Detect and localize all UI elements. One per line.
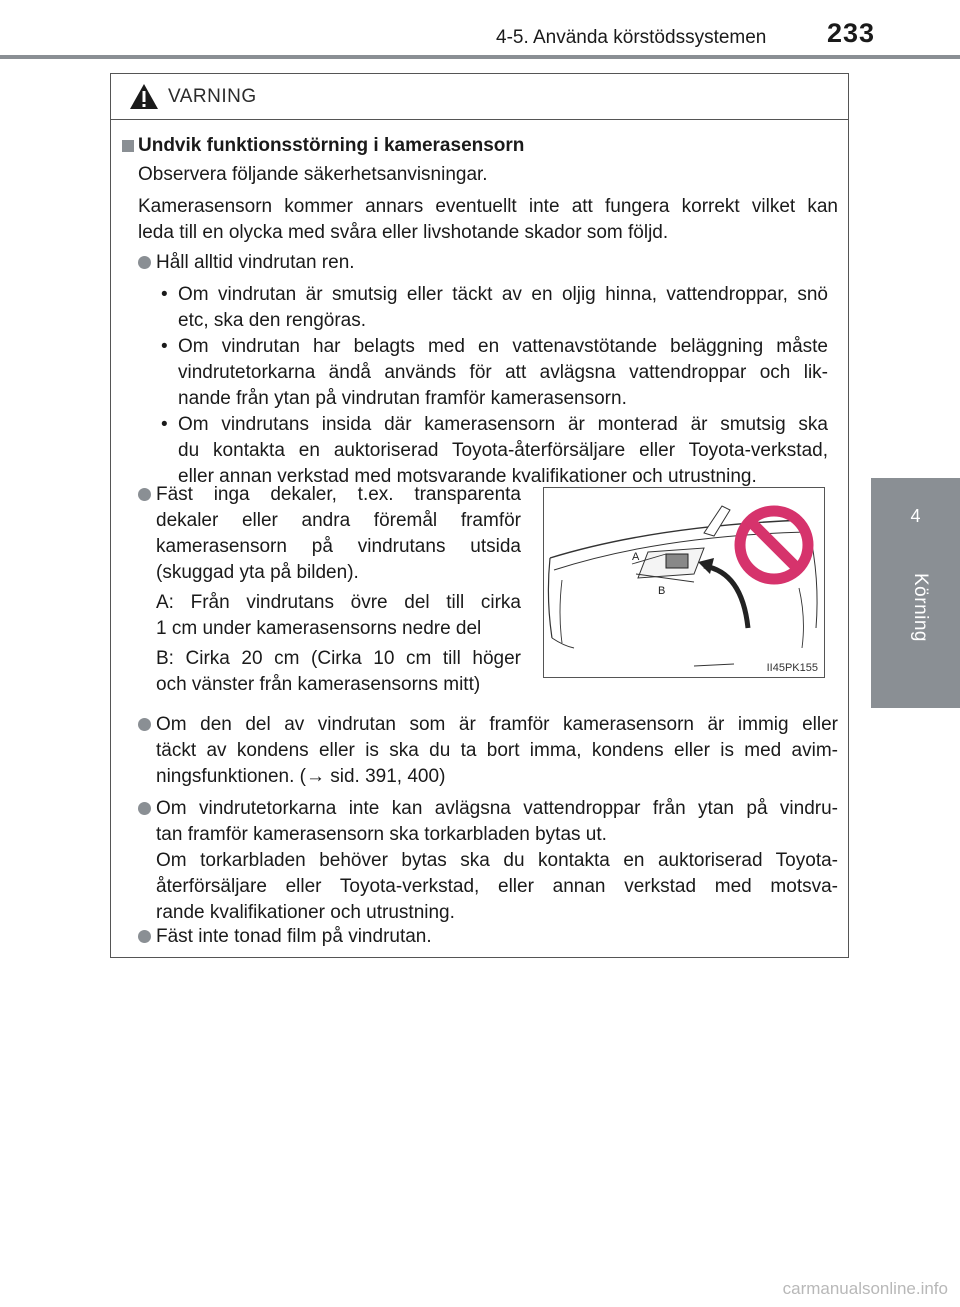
- warning-triangle-icon: [129, 83, 159, 110]
- sub2-line1: Om vindrutan har belagts med en vattenavstötande beläggning måste: [178, 336, 828, 357]
- item2-line4: (skuggad yta på bilden).: [156, 562, 359, 583]
- item2-a-line1: A: Från vindrutans övre del till cirka: [156, 592, 521, 613]
- figure-label-b: B: [658, 585, 666, 597]
- warning-heading: Undvik funktionsstörning i kamerasensorn: [138, 135, 525, 156]
- round-bullet-icon: [138, 930, 151, 943]
- warning-title: VARNING: [168, 86, 257, 107]
- intro2-line1: Kamerasensorn kommer annars eventuellt inte att fungera korrekt vilket kan: [138, 196, 838, 217]
- windshield-illustration: [543, 487, 825, 678]
- item4-line2: tan framför kamerasensorn ska torkarbladen bytas ut.: [156, 824, 607, 845]
- figure-code: II45PK155: [766, 662, 818, 674]
- windshield-drawing: [544, 488, 824, 677]
- sub3-line3: eller annan verkstad med motsvarande kvalifikationer och utrustning.: [178, 466, 757, 487]
- item4-line4: återförsäljare eller Toyota-verkstad, eller annan verkstad med motsva-: [156, 876, 838, 897]
- item3-line2: täckt av kondens eller is ska du ta bort imma, kondens eller is med avim-: [156, 740, 838, 761]
- chapter-tab[interactable]: [871, 478, 960, 708]
- section-title: 4-5. Använda körstödssystemen: [496, 27, 767, 48]
- item5-text: Fäst inte tonad film på vindrutan.: [156, 926, 432, 947]
- round-bullet-icon: [138, 488, 151, 501]
- dash-bullet-icon: •: [161, 414, 168, 435]
- sub1-line2: etc, ska den rengöras.: [178, 310, 366, 331]
- item2-b-line2: och vänster från kamerasensorns mitt): [156, 674, 481, 695]
- item4-line1: Om vindrutetorkarna inte kan avlägsna vattendroppar från ytan på vindru-: [156, 798, 838, 819]
- item3-line3: ningsfunktionen. (→ sid. 391, 400): [156, 766, 446, 787]
- sub1-line1: Om vindrutan är smutsig eller täckt av en oljig hinna, vattendroppar, snö: [178, 284, 828, 305]
- page-number: 233: [827, 18, 876, 48]
- round-bullet-icon: [138, 802, 151, 815]
- item4-line3: Om torkarbladen behöver bytas ska du kontakta en auktoriserad Toyota-: [156, 850, 838, 871]
- item-keep-windshield-clean: Håll alltid vindrutan ren.: [156, 252, 355, 273]
- item2-line3: kamerasensorn på vindrutans utsida: [156, 536, 521, 557]
- intro-text: Observera följande säkerhetsanvisningar.: [138, 164, 488, 185]
- item2-line2: dekaler eller andra föremål framför: [156, 510, 521, 531]
- item2-a-line2: 1 cm under kamerasensorns nedre del: [156, 618, 482, 639]
- round-bullet-icon: [138, 718, 151, 731]
- chapter-tab-number: 4: [910, 506, 921, 526]
- item2-line1: Fäst inga dekaler, t.ex. transparenta: [156, 484, 521, 505]
- item4-line5: rande kvalifikationer och utrustning.: [156, 902, 455, 923]
- sub2-line3: nande från ytan på vindrutan framför kamerasensorn.: [178, 388, 627, 409]
- intro2-line2: leda till en olycka med svåra eller livshotande skador som följd.: [138, 222, 669, 243]
- header-divider: [0, 55, 960, 59]
- dash-bullet-icon: •: [161, 284, 168, 305]
- item2-b-line1: B: Cirka 20 cm (Cirka 10 cm till höger: [156, 648, 521, 669]
- watermark: carmanualsonline.info: [782, 1279, 948, 1298]
- dash-bullet-icon: •: [161, 336, 168, 357]
- figure-label-a: A: [632, 551, 640, 563]
- sub3-line2: du kontakta en auktoriserad Toyota-återförsäljare eller Toyota-verkstad,: [178, 440, 828, 461]
- item3-line1: Om den del av vindrutan som är framför kamerasensorn är immig eller: [156, 714, 838, 735]
- warning-header: [111, 74, 848, 120]
- sub3-line1: Om vindrutans insida där kamerasensorn är monterad är smutsig ska: [178, 414, 828, 435]
- sub2-line2: vindrutetorkarna ändå används för att avlägsna vattendroppar och lik-: [178, 362, 828, 383]
- chapter-tab-label: Körning: [910, 573, 931, 642]
- square-bullet-icon: [122, 140, 134, 152]
- round-bullet-icon: [138, 256, 151, 269]
